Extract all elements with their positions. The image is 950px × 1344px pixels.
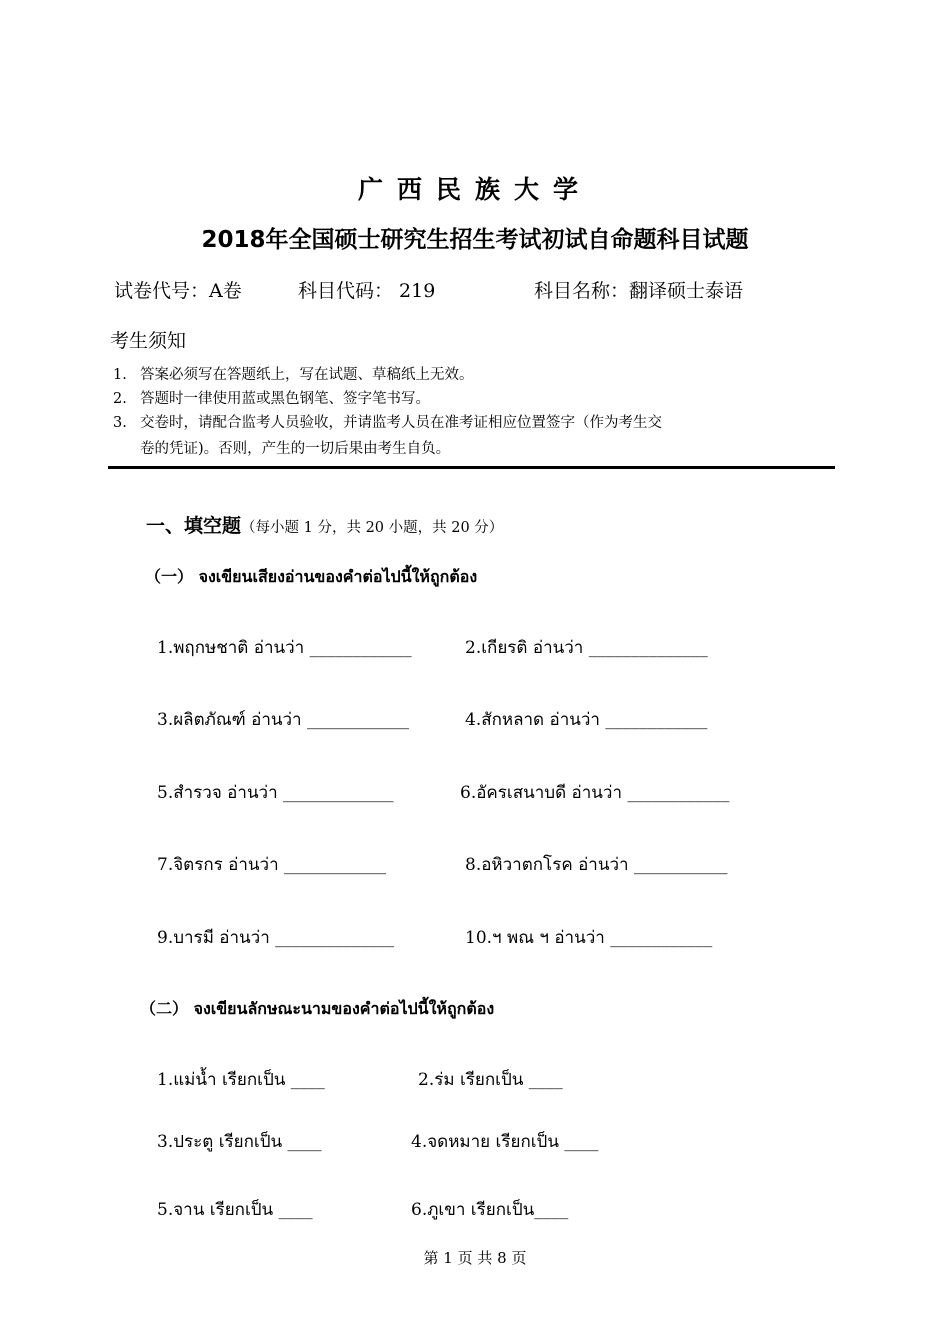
part-heading: （一） จงเขียนเสียงอ่านของคำต่อไปนี้ให้ถูกต้อง xyxy=(145,567,478,586)
university-name: 广西民族大学 xyxy=(357,175,592,204)
question-item: 7.จิตรกร อ่านว่า ____________ xyxy=(157,855,387,875)
notice-item-text: 答案必须写在答题纸上，写在试题、草稿纸上无效。 xyxy=(140,367,474,383)
notice-item xyxy=(113,412,662,434)
question-item: 5.สำรวจ อ่านว่า _____________ xyxy=(157,783,394,803)
question-item: 3.ผลิตภัณฑ์ อ่านว่า ____________ xyxy=(157,710,410,730)
question-item: 4.สักหลาด อ่านว่า ____________ xyxy=(465,710,708,730)
question-item: 6.ภูเขา เรียกเป็น____ xyxy=(411,1200,569,1220)
part-heading: （二） จงเขียนลักษณะนามของคำต่อไปนี้ให้ถูกต้อง xyxy=(140,999,495,1018)
question-item: 6.อัครเสนาบดี อ่านว่า ____________ xyxy=(460,783,730,803)
notice-heading: 考生须知 xyxy=(110,330,187,352)
notice-item-continuation: 卷的凭证)。否则，产生的一切后果由考生自负。 xyxy=(140,441,451,457)
question-item: 9.บารมี อ่านว่า ______________ xyxy=(157,928,395,948)
exam-meta-row xyxy=(114,276,743,303)
header-divider xyxy=(108,466,835,469)
notice-item-text: 交卷时，请配合监考人员验收，并请监考人员在准考证相应位置签字（作为考生交 xyxy=(140,415,662,431)
section-title: 一、填空题 xyxy=(146,515,242,537)
section-heading xyxy=(146,511,503,538)
page-number: 第 1 页 共 8 页 xyxy=(423,1249,527,1267)
notice-item xyxy=(113,364,474,386)
notice-item xyxy=(113,388,430,410)
question-item: 5.จาน เรียกเป็น ____ xyxy=(157,1200,313,1220)
notice-item-number: 1. xyxy=(113,367,127,383)
question-item: 1.พฤกษชาติ อ่านว่า ____________ xyxy=(157,638,412,658)
question-item: 2.ร่ม เรียกเป็น ____ xyxy=(418,1070,563,1090)
subject-name: 科目名称：翻译硕士泰语 xyxy=(534,280,744,302)
notice-item-number: 3. xyxy=(113,415,127,431)
question-item: 3.ประตู เรียกเป็น ____ xyxy=(157,1132,322,1152)
paper-code: 试卷代号：A卷 xyxy=(114,280,242,302)
question-item: 4.จดหมาย เรียกเป็น ____ xyxy=(411,1132,599,1152)
question-item: 8.อหิวาตกโรค อ่านว่า ___________ xyxy=(465,855,728,875)
exam-title: 2018年全国硕士研究生招生考试初试自命题科目试题 xyxy=(201,227,749,253)
subject-code: 科目代码： 219 xyxy=(298,280,436,302)
section-score-note: （每小题 1 分，共 20 小题，共 20 分） xyxy=(241,520,504,536)
question-item: 2.เกียรติ อ่านว่า ______________ xyxy=(465,638,708,658)
question-item: 10.ฯ พณ ฯ อ่านว่า ____________ xyxy=(465,928,713,948)
question-item: 1.แม่น้ำ เรียกเป็น ____ xyxy=(157,1070,325,1090)
notice-item-number: 2. xyxy=(113,391,127,407)
notice-item-text: 答题时一律使用蓝或黑色钢笔、签字笔书写。 xyxy=(140,391,430,407)
